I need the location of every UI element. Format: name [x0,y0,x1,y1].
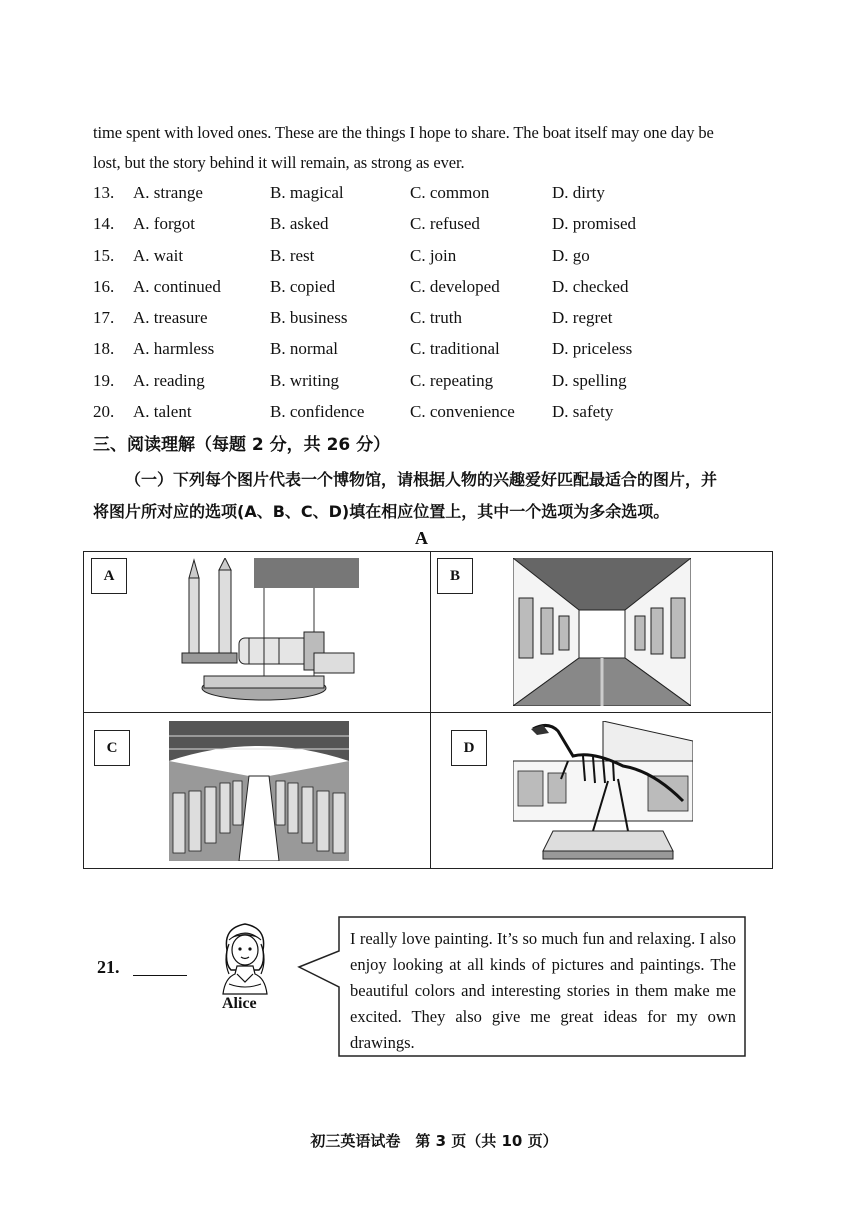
option-label-a: A [91,558,127,594]
option-d: D. go [552,245,590,265]
character-name: Alice [222,995,257,1012]
passage-end [93,118,783,178]
question-row [93,368,733,399]
question-number: 16. [93,276,115,296]
option-a: A. reading [133,370,205,390]
option-label-b: B [437,558,473,594]
option-c: C. truth [410,308,462,328]
option-c: C. repeating [410,370,494,390]
question-row [93,211,733,242]
option-b: B. copied [270,276,336,296]
option-b: B. magical [270,183,344,202]
art-gallery-illustration [513,558,691,706]
answer-blank[interactable] [133,975,187,976]
option-c: C. developed [410,276,500,296]
question-number: 14. [93,214,115,234]
option-b: B. confidence [270,402,365,422]
option-label-c: C [94,730,130,766]
option-a: A. continued [133,276,221,296]
question-row [93,399,733,430]
option-b: B. rest [270,245,315,265]
section-title: 三、阅读理解（每题 2 分，共 26 分） [93,435,391,455]
question-21-number: 21. [97,957,120,977]
alice-portrait-icon [215,920,275,996]
option-a: A. strange [133,183,203,202]
figure-title: A [415,528,428,548]
museum-option-a [84,552,431,713]
question-number: 19. [93,370,115,390]
option-d: D. promised [552,214,637,234]
museum-option-c [84,713,431,868]
option-d: D. priceless [552,339,633,359]
option-d: D. checked [552,276,629,296]
instruction-line: （一）下列每个图片代表一个博物馆，请根据人物的兴趣爱好匹配最适合的图片，并 [125,470,718,489]
reading-instructions [93,464,783,528]
question-row [93,180,733,211]
question-row [93,305,733,336]
option-c: C. common [410,183,490,202]
passage-line: lost, but the story behind it will remain, as strong as ever. [93,153,465,172]
question-row [93,274,733,305]
option-d: D. dirty [552,183,605,202]
option-d: D. safety [552,402,614,422]
museum-option-b [431,552,771,713]
terracotta-warriors-illustration [169,721,349,861]
passage-line: time spent with loved ones. These are the things I hope to share. The boat itself may one day be [93,123,714,142]
option-c: C. traditional [410,339,500,359]
museum-option-d [431,713,771,868]
option-a: A. talent [133,402,192,422]
cloze-options [93,180,733,430]
question-row [93,336,733,367]
option-a: A. wait [133,245,184,265]
page-footer: 初三英语试卷 第 3 页（共 10 页） [310,1132,558,1150]
space-museum-illustration [164,558,359,703]
option-b: B. normal [270,339,338,359]
question-number: 15. [93,245,115,265]
option-b: B. asked [270,214,329,234]
option-b: B. business [270,308,348,328]
option-a: A. treasure [133,308,208,328]
museum-picture-grid [83,551,773,869]
option-d: D. spelling [552,370,627,390]
option-d: D. regret [552,308,613,328]
option-b: B. writing [270,370,339,390]
speech-text: I really love painting. It’s so much fun and relaxing. I also enjoy looking at all kinds of pictures and paintings. The beautiful colors and interesting stories in them make me excited. They also give me great ideas for my own drawings. [350,929,736,1052]
question-row [93,243,733,274]
option-label-d: D [451,730,487,766]
dinosaur-skeleton-illustration [513,721,693,861]
option-c: C. join [410,245,457,265]
option-a: A. forgot [133,214,196,234]
option-c: C. convenience [410,402,515,422]
option-a: A. harmless [133,339,215,359]
question-number: 18. [93,339,115,359]
instruction-line: 将图片所对应的选项(A、B、C、D)填在相应位置上，其中一个选项为多余选项。 [93,502,670,521]
question-number: 17. [93,308,115,328]
question-number: 13. [93,183,115,202]
question-number: 20. [93,402,115,422]
option-c: C. refused [410,214,480,234]
